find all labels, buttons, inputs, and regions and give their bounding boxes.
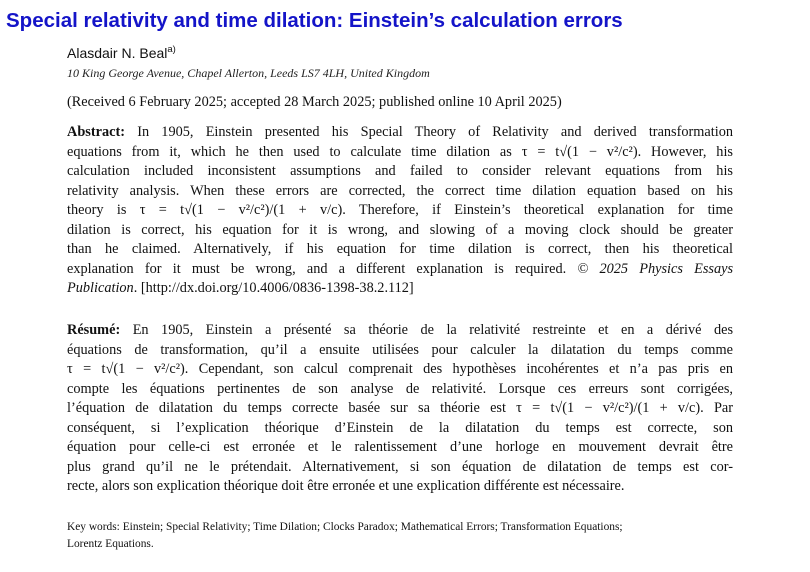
resume-line: conséquent, si l’explication théorique d’Einstein de la dilatation du temps est correcte, son [67,419,733,436]
resume-line: l’équation de dilatation du temps correcte basée sur sa théorie est τ = t√(1 − v²/c²)/(1 + v/c). Par [67,400,733,416]
received-dates: (Received 6 February 2025; accepted 28 March 2025; published online 10 April 2025) [67,94,562,110]
author-affiliation: 10 King George Avenue, Chapel Allerton, Leeds LS7 4LH, United Kingdom [67,66,430,80]
abstract-label: Abstract: [67,124,125,140]
resume-line: τ = t√(1 − v²/c²). Cependant, son calcul comprenait des hypothèses incohérentes et n’a pas pris en [67,361,733,377]
author-line [67,45,176,61]
keywords-label: Key words: [67,521,120,533]
abstract-line: calculation included inconsistent assumptions and failed to consider relevant equations from his [67,163,733,179]
resume-line: recte, alors son explication théorique doit être erronée et une explication différente est nécessaire. [67,478,625,494]
abstract-line: Publication. [http://dx.doi.org/10.4006/0836-1398-38.2.112] [67,280,414,296]
keywords-block [67,519,739,552]
abstract-line: relativity analysis. When these errors are corrected, the correct time dilation equation based on his [67,182,733,199]
resume-line: compte les équations pertinentes de son analyse de relativité. Lorsque ces erreurs sont corrigées, [67,380,733,397]
resume-line: équations de transformation, qu’il a ensuite utilisées pour calculer la dilatation du temps comme [67,341,733,358]
abstract-line: explanation for it must be wrong, and a different explanation is required. © 2025 Physics Essays [67,260,734,277]
resume-line: Résumé: En 1905, Einstein a présenté sa théorie de la relativité restreinte et en a dérivé des [67,322,734,338]
author-footnote-marker[interactable]: a) [167,44,176,55]
resume-label: Résumé: [67,322,121,338]
keywords-line: Lorentz Equations. [67,537,154,550]
abstract-line: theory is τ = t√(1 − v²/c²)/(1 + v/c). Therefore, if Einstein’s theoretical explanation for time [67,202,733,218]
abstract-line: equations from it, which he then used to calculate time dilation as τ = t√(1 − v²/c²). However, his [67,143,733,160]
resume-line: équation pour celle-ci est erronée et le ralentissement d’une horloge en mouvement devrait être [67,439,733,455]
keywords-line: Key words: Einstein; Special Relativity; Time Dilation; Clocks Paradox; Mathematical Errors; Transformation Equations; [67,521,623,533]
doi-link[interactable]: [http://dx.doi.org/10.4006/0836-1398-38.2.112] [140,280,414,296]
resume-paragraph [67,321,733,497]
publication-label: Publication [67,280,134,296]
author-name: Alasdair N. Beal [67,45,168,61]
resume-line: plus grand qu’il ne le prétendait. Alternativement, si son équation de dilatation de temps est cor- [67,458,733,475]
abstract-line: than he claimed. Alternatively, if his equation for time dilation is correct, then his theoretical [67,241,733,257]
abstract-line: dilation is correct, his equation for it is wrong, and slowing of a moving clock should be greater [67,221,733,238]
copyright-notice: © 2025 Physics Essays [577,260,734,277]
abstract-line: Abstract: In 1905, Einstein presented his Special Theory of Relativity and derived transformation [67,124,734,140]
abstract-paragraph [67,123,733,299]
article-title: Special relativity and time dilation: Einstein’s calculation errors [6,9,623,32]
